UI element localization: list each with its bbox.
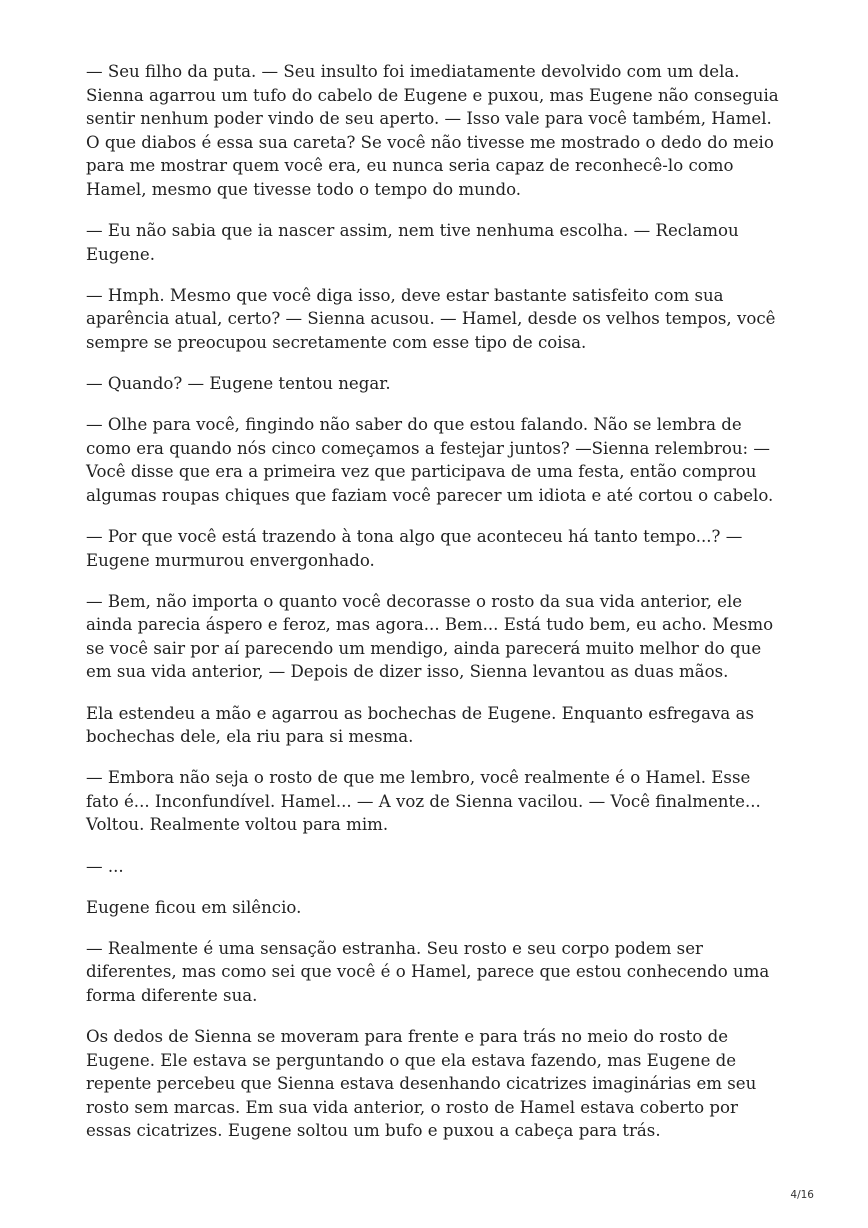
paragraph: — Bem, não importa o quanto você decorasse o rosto da sua vida anterior, ele ainda parecia áspero e feroz, mas agora... Bem... Está tudo bem, eu acho. Mesmo se você sair por aí parecendo um mendigo, ainda parecerá muito melhor do que em sua vida anterior, — Depois de dizer isso, Sienna levantou as duas mãos. xyxy=(86,591,774,682)
paragraph: — Embora não seja o rosto de que me lembro, você realmente é o Hamel. Esse fato é... Inconfundível. Hamel... — A voz de Sienna vacilou. — Você finalmente... Voltou. Realmente voltou para mim. xyxy=(86,768,761,835)
paragraph: Ela estendeu a mão e agarrou as bochechas de Eugene. Enquanto esfregava as bochechas dele, ela riu para si mesma. xyxy=(86,703,754,747)
page-number: 4/16 xyxy=(790,1189,814,1201)
paragraph: — Eu não sabia que ia nascer assim, nem tive nenhuma escolha. — Reclamou Eugene. xyxy=(86,221,739,264)
document-body xyxy=(86,60,786,1160)
paragraph: — Quando? — Eugene tentou negar. xyxy=(86,374,391,394)
paragraph: — Seu filho da puta. — Seu insulto foi imediatamente devolvido com um dela. Sienna agarrou um tufo do cabelo de Eugene e puxou, mas Eugene não conseguia sentir nenhum poder vindo de seu aperto. — Isso vale para você também, Hamel. O que diabos é essa sua careta? Se você não tivesse me mostrado o dedo do meio para me mostrar quem você era, eu nunca seria capaz de reconhecê-lo como Hamel, mesmo que tivesse todo o tempo do mundo. xyxy=(86,62,779,199)
paragraph: — Por que você está trazendo à tona algo que aconteceu há tanto tempo...? — Eugene murmurou envergonhado. xyxy=(86,527,743,570)
paragraph: — Hmph. Mesmo que você diga isso, deve estar bastante satisfeito com sua aparência atual, certo? — Sienna acusou. — Hamel, desde os velhos tempos, você sempre se preocupou secretamente com esse tipo de coisa. xyxy=(86,285,776,352)
paragraph: Eugene ficou em silêncio. xyxy=(86,897,302,917)
paragraph: — Olhe para você, fingindo não saber do que estou falando. Não se lembra de como era quando nós cinco começamos a festejar juntos? —Sienna relembrou: — Você disse que era a primeira vez que participava de uma festa, então comprou algumas roupas chiques que faziam você parecer um idiota e até cortou o cabelo. xyxy=(86,415,774,505)
paragraph: — ... xyxy=(86,856,124,876)
paragraph: — Realmente é uma sensação estranha. Seu rosto e seu corpo podem ser diferentes, mas como sei que você é o Hamel, parece que estou conhecendo uma forma diferente sua. xyxy=(86,938,770,1005)
paragraph: Os dedos de Sienna se moveram para frente e para trás no meio do rosto de Eugene. Ele estava se perguntando o que ela estava fazendo, mas Eugene de repente percebeu que Sienna estava desenhando cicatrizes imaginárias em seu rosto sem marcas. Em sua vida anterior, o rosto de Hamel estava coberto por essas cicatrizes. Eugene soltou um bufo e puxou a cabeça para trás. xyxy=(86,1027,757,1141)
